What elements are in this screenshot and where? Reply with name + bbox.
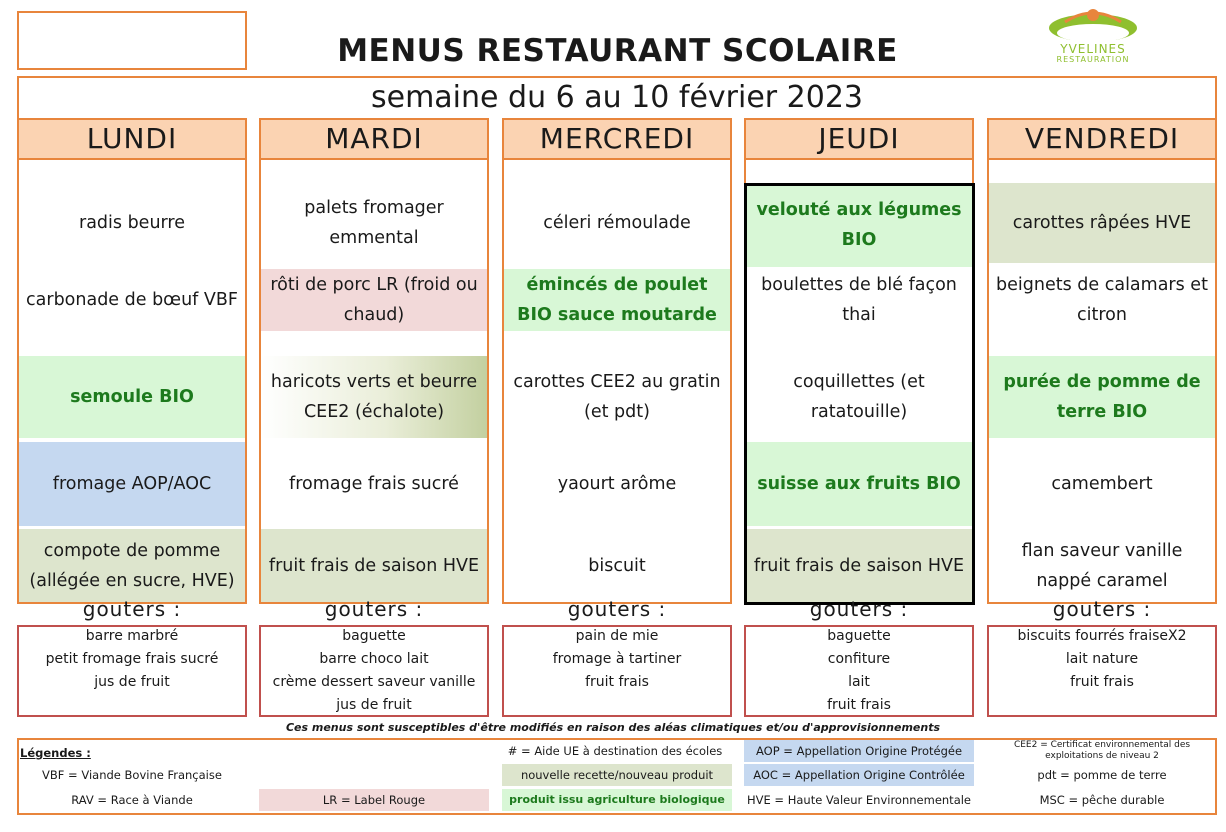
gouter-item: biscuits fourrés fraiseX2 <box>1017 628 1187 644</box>
logo-arc-icon <box>1043 6 1143 40</box>
legend-msc: MSC = pêche durable <box>1039 793 1165 807</box>
page-title: MENUS RESTAURANT SCOLAIRE <box>337 33 898 69</box>
legend-pdt: pdt = pomme de terre <box>1037 768 1167 782</box>
day-header-vendredi: VENDREDI <box>987 118 1217 160</box>
dish-mardi-entree: palets fromager emmental <box>304 198 444 248</box>
gouters-label-lundi: gouters : <box>82 597 182 621</box>
gouters-label-mardi: gouters : <box>324 597 424 621</box>
dish-mercredi-plat: émincés de poulet BIO sauce moutarde <box>504 269 730 331</box>
day-header-mercredi: MERCREDI <box>502 118 732 160</box>
dish-lundi-entree: radis beurre <box>79 213 185 233</box>
logo-line1: YVELINES <box>1060 42 1126 56</box>
gouter-item: confiture <box>827 651 891 667</box>
gouter-item: baguette <box>342 628 406 644</box>
legend-lr: LR = Label Rouge <box>259 789 489 811</box>
dish-mardi-fromage: fromage frais sucré <box>289 474 459 494</box>
week-banner: semaine du 6 au 10 février 2023 <box>17 76 1217 118</box>
legend-aop: AOP = Appellation Origine Protégée <box>744 740 974 762</box>
dish-mardi-plat: rôti de porc LR (froid ou chaud) <box>261 269 487 331</box>
legend-hve: HVE = Haute Valeur Environnementale <box>746 793 972 807</box>
dish-jeudi-fromage: suisse aux fruits BIO <box>746 442 972 526</box>
legend-heading: Légendes : <box>20 746 91 760</box>
logo-line2: RESTAURATION <box>1056 55 1130 64</box>
gouter-item: crème dessert saveur vanille <box>272 674 476 690</box>
gouter-item: jus de fruit <box>94 674 170 690</box>
gouter-item: fromage à tartiner <box>552 651 682 667</box>
legend-aide: # = Aide UE à destination des écoles <box>507 744 723 758</box>
header-blank-box <box>17 11 247 70</box>
legend-aoc: AOC = Appellation Origine Contrôlée <box>744 764 974 786</box>
dish-vendredi-plat: beignets de calamars et citron <box>996 275 1208 325</box>
gouter-item: lait nature <box>1065 651 1139 667</box>
dish-jeudi-dessert: fruit frais de saison HVE <box>746 529 972 602</box>
day-header-lundi: LUNDI <box>17 118 247 160</box>
gouter-item: petit fromage frais sucré <box>45 651 219 667</box>
dish-vendredi-fromage: camembert <box>1051 474 1153 494</box>
dish-mercredi-accompagnement: carottes CEE2 au gratin (et pdt) <box>513 372 721 422</box>
gouters-label-mercredi: gouters : <box>567 597 667 621</box>
jeudi-highlight-frame <box>744 183 975 605</box>
dish-vendredi-accompagnement: purée de pomme de terre BIO <box>989 356 1215 438</box>
gouter-item: jus de fruit <box>336 697 412 713</box>
dish-jeudi-entree: velouté aux légumes BIO <box>746 183 972 267</box>
dish-mercredi-dessert: biscuit <box>588 555 646 576</box>
dish-mardi-dessert: fruit frais de saison HVE <box>261 529 487 602</box>
dish-mardi-accompagnement: haricots verts et beurre CEE2 (échalote) <box>261 356 487 438</box>
gouter-item: fruit frais <box>827 697 891 713</box>
legend-nouvelle: nouvelle recette/nouveau produit <box>502 764 732 786</box>
disclaimer-note: Ces menus sont susceptibles d'être modifiés en raison des aléas climatiques et/ou d'approvisionnements <box>285 721 941 734</box>
gouter-item: lait <box>848 674 870 690</box>
gouter-item: barre choco lait <box>319 651 429 667</box>
dish-lundi-dessert: compote de pomme (allégée en sucre, HVE) <box>19 529 245 602</box>
gouter-item: fruit frais <box>585 674 649 690</box>
legend-cee2: CEE2 = Certificat environnemental des exploitations de niveau 2 <box>1013 740 1191 761</box>
dish-jeudi-plat: boulettes de blé façon thai <box>761 275 957 325</box>
legend-rav: RAV = Race à Viande <box>71 793 193 807</box>
dish-mercredi-entree: céleri rémoulade <box>543 213 691 233</box>
gouters-label-jeudi: gouters : <box>809 597 909 621</box>
day-header-jeudi: JEUDI <box>744 118 974 160</box>
gouters-label-vendredi: gouters : <box>1052 597 1152 621</box>
gouter-item: fruit frais <box>1070 674 1134 690</box>
legend-bio: produit issu agriculture biologique <box>502 789 732 811</box>
dish-lundi-fromage: fromage AOP/AOC <box>19 442 245 526</box>
gouter-item: pain de mie <box>575 628 659 644</box>
dish-lundi-plat: carbonade de bœuf VBF <box>26 290 238 310</box>
dish-lundi-accompagnement: semoule BIO <box>19 356 245 438</box>
dish-jeudi-accompagnement: coquillettes (et ratatouille) <box>793 372 925 422</box>
gouter-item: baguette <box>827 628 891 644</box>
gouter-item: barre marbré <box>85 628 179 644</box>
legend-vbf: VBF = Viande Bovine Française <box>42 768 222 782</box>
dish-vendredi-dessert: flan saveur vanille nappé caramel <box>1021 540 1183 591</box>
dish-mercredi-fromage: yaourt arôme <box>557 474 677 494</box>
yvelines-logo <box>1030 6 1156 68</box>
dish-vendredi-entree: carottes râpées HVE <box>989 183 1215 263</box>
day-header-mardi: MARDI <box>259 118 489 160</box>
